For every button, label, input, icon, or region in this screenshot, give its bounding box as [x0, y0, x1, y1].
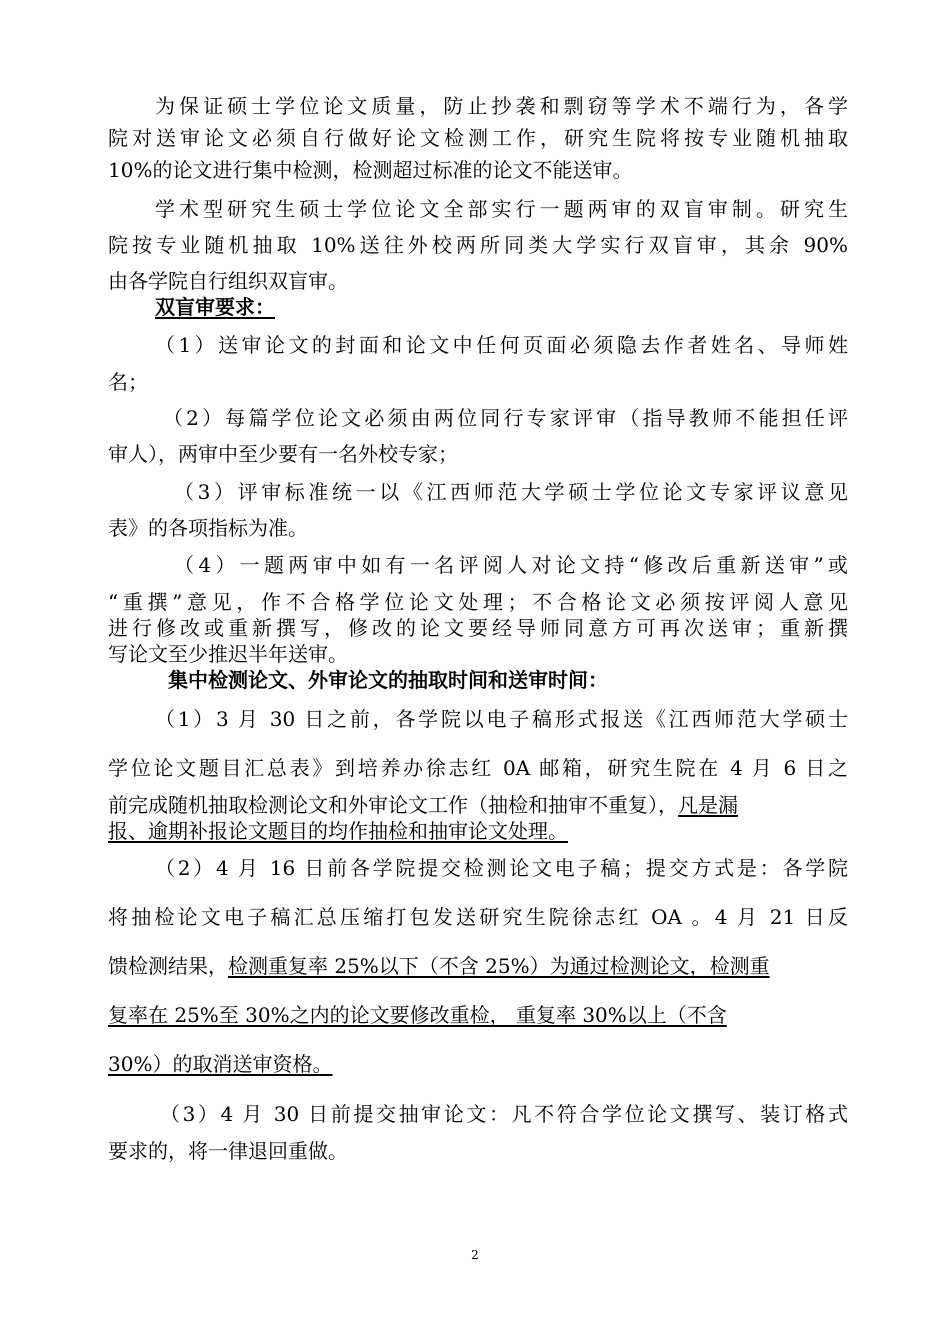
timing-1-line-3-underlined: 凡是漏: [678, 793, 738, 817]
timing-2-line-2: 将抽检论文电子稿汇总压缩打包发送研究生院徐志红 OA 。4 月 21 日反: [108, 905, 848, 929]
requirement-4-line-3: 进行修改或重新撰写，修改的论文要经导师同意方可再次送审；重新撰: [108, 616, 848, 640]
timing-2-line-3: [108, 953, 848, 979]
timing-1-line-4-underlined: 报、逾期补报论文题目的均作抽检和抽审论文处理。: [108, 819, 568, 843]
requirement-3-line-1: （3）评审标准统一以《江西师范大学硕士学位论文专家评议意见: [174, 480, 848, 504]
timing-1-line-2: 学位论文题目汇总表》到培养办徐志红 0A 邮箱，研究生院在 4 月 6 日之: [108, 756, 848, 780]
timing-1-line-3-text: 前完成随机抽取检测论文和外审论文工作（抽检和抽审不重复），: [108, 793, 678, 817]
requirement-3-line-2: 表》的各项指标为准。: [108, 516, 308, 540]
timing-2-line-3-underlined: 检测重复率 25%以下（不含 25%）为通过检测论文，检测重: [228, 954, 770, 978]
timing-3-line-2: 要求的，将一律退回重做。: [108, 1139, 348, 1163]
paragraph-2-line-1: 学术型研究生硕士学位论文全部实行一题两审的双盲审制。研究生: [155, 197, 848, 221]
requirement-2-line-1: （2）每篇学位论文必须由两位同行专家评审（指导教师不能担任评: [163, 406, 848, 430]
timing-1-line-1: （1）3 月 30 日之前，各学院以电子稿形式报送《江西师范大学硕士: [155, 707, 848, 731]
requirement-2-line-2: 审人），两审中至少要有一名外校专家；: [108, 442, 458, 466]
timing-2-line-5-underlined: 30%）的取消送审资格。: [108, 1052, 333, 1076]
paragraph-1-line-1: 为保证硕士学位论文质量，防止抄袭和剽窃等学术不端行为，各学: [155, 94, 848, 118]
paragraph-1-line-3: 10%的论文进行集中检测，检测超过标准的论文不能送审。: [108, 158, 633, 182]
paragraph-2-line-3: 由各学院自行组织双盲审。: [108, 269, 348, 293]
section-heading-timing: 集中检测论文、外审论文的抽取时间和送审时间：: [168, 668, 608, 692]
requirement-1-line-1: （1）送审论文的封面和论文中任何页面必须隐去作者姓名、导师姓: [155, 333, 848, 357]
timing-3-line-1: （3）4 月 30 日前提交抽审论文：凡不符合学位论文撰写、装订格式: [160, 1102, 848, 1126]
timing-2-line-4-underlined: 复率在 25%至 30%之内的论文要修改重检， 重复率 30%以上（不含: [108, 1003, 727, 1027]
timing-2-line-1: （2）4 月 16 日前各学院提交检测论文电子稿；提交方式是：各学院: [155, 856, 848, 880]
requirement-4-line-1: （4）一题两审中如有一名评阅人对论文持“修改后重新送审”或: [174, 553, 848, 577]
requirement-1-line-2: 名；: [108, 370, 148, 394]
paragraph-2-line-2: 院按专业随机抽取 10%送往外校两所同类大学实行双盲审，其余 90%: [108, 233, 848, 257]
timing-1-line-3: [108, 792, 848, 818]
section-heading-double-blind: 双盲审要求：: [155, 295, 275, 319]
requirement-4-line-2: “重撰”意见，作不合格学位论文处理；不合格论文必须按评阅人意见: [108, 590, 848, 614]
timing-2-line-3-text: 馈检测结果，: [108, 954, 228, 978]
page-number: 2: [471, 1248, 479, 1262]
paragraph-1-line-2: 院对送审论文必须自行做好论文检测工作，研究生院将按专业随机抽取: [108, 126, 848, 150]
requirement-4-line-4: 写论文至少推迟半年送审。: [108, 642, 348, 666]
